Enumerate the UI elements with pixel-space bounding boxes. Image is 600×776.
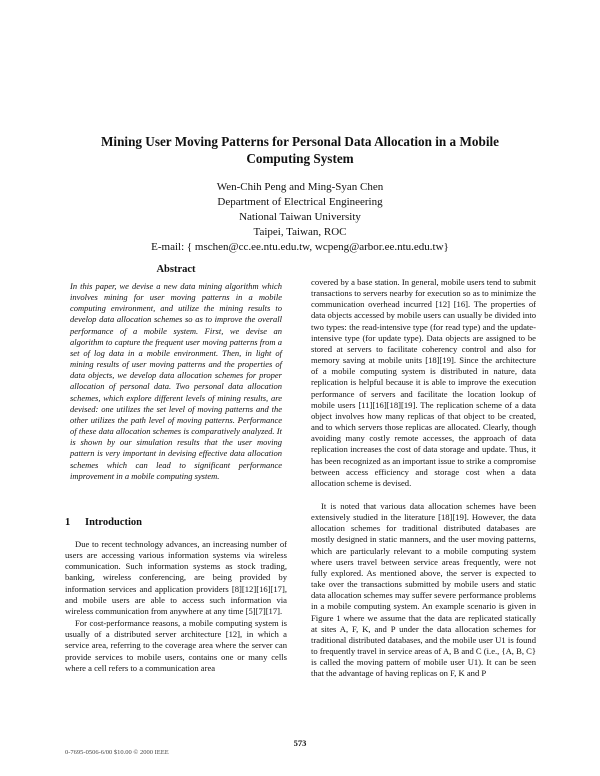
section-heading [65,517,142,528]
author-names: Wen-Chih Peng and Ming-Syan Chen [216,181,384,193]
section-title: Introduction [85,517,142,528]
paragraph: It is noted that various data allocation schemes have been extensively studied in the literature [18][19]. However, the data allocation schemes for traditional distributed databases are mostly designed in static manners, and the user moving patterns, which are particularly relevant to a mobile computing system where users travel between service areas frequently, were not fully explored. As mentioned above, the server is expected to take over the transactions submitted by mobile users and static data allocation schemes may suffer severe performance problems in a mobile computing system. An example scenario is given in Figure 1 where we assume that the data are replicated statically at sites A, F, K, and P under the data allocation schemes for traditional distributed databases, and the mobile user U1 is found to frequently travel in service areas of A, B and C (i.e., {A, B, C} is called the moving pattern of mobile user U1). It can be seen that the advantage of having replicas on F, K and P [311,500,536,679]
author-university: National Taiwan University [239,211,361,223]
author-email[interactable]: E-mail: { mschen@cc.ee.ntu.edu.tw, wcpeng@arbor.ee.ntu.edu.tw} [151,241,449,253]
introduction-body [65,539,287,674]
copyright-footer: 0-7695-0506-6/00 $10.00 © 2000 IEEE [65,749,169,756]
paragraph: covered by a base station. In general, mobile users tend to submit transactions to servers nearby for execution so as to minimize the communication overhead incurred [12] [16]. The properties of data objects accessed by mobile users can usually be divided into two types: the read-intensive type (for read type) and the update-intensive type (for update type). Data objects are assigned to be stored at servers to facilitate coherency control and also for memory saving at mobile units [18][19]. Since the architecture of a mobile computing system is distributed in nature, data replication is helpful because it is able to improve the execution performance of servers and facilitate the location lookup of mobile users [11][16][18][19]. The replication scheme of a data object involves how many replicas of that object to be created, and to which servers those replicas are allocated. Clearly, though avoiding many costly remote accesses, the approach of data replication increases the cost of data storage and update. Thus, it has been recognized as an important issue to strike a compromise between access efficiency and storage cost when a data allocation scheme is devised. [311,277,536,488]
abstract-text: In this paper, we devise a new data mining algorithm which involves mining for user moving patterns in a mobile computing environment, and utilize the mining results to develop data allocation schemes so as to improve the overall performance of a mobile system. First, we devise an algorithm to capture the frequent user moving patterns from a set of log data in a mobile environment. Then, in light of mining results of user moving patterns and the properties of data objects, we develop data allocation schemes for proper allocation of personal data. Two personal data allocation schemes, which explore different levels of mining results, are devised: one utilizes the set level of moving patterns and the other utilizes the path level of moving patterns. Performance of these data allocation schemes is comparatively analyzed. It is shown by our simulation results that the user moving pattern is very important in devising effective data allocation schemes which can lead to significant performance improvement in a mobile computing system. [70,281,282,481]
author-location: Taipei, Taiwan, ROC [253,226,347,238]
abstract-heading: Abstract [156,264,196,275]
paper-title: Mining User Moving Patterns for Personal Data Allocation in a Mobile Computing System [100,134,500,166]
author-department: Department of Electrical Engineering [217,196,383,208]
paragraph: For cost-performance reasons, a mobile computing system is usually of a distributed server architecture [12], in which a service area, referring to the coverage area where the server can provide services to mobile users, contains one or many cells where a cell refers to a communication area [65,618,287,673]
paragraph: Due to recent technology advances, an increasing number of users are accessing various information systems via wireless communication. Such information systems as stock trading, banking, wireless conferencing, are being provided by information services and application providers [8][12][16][17], and mobile users are able to access such information via wireless communication from anywhere at any time [5][7][17]. [65,539,287,616]
section-number: 1 [65,517,71,528]
page-number: 573 [293,738,307,748]
author-block [120,180,480,255]
right-column [311,277,536,679]
